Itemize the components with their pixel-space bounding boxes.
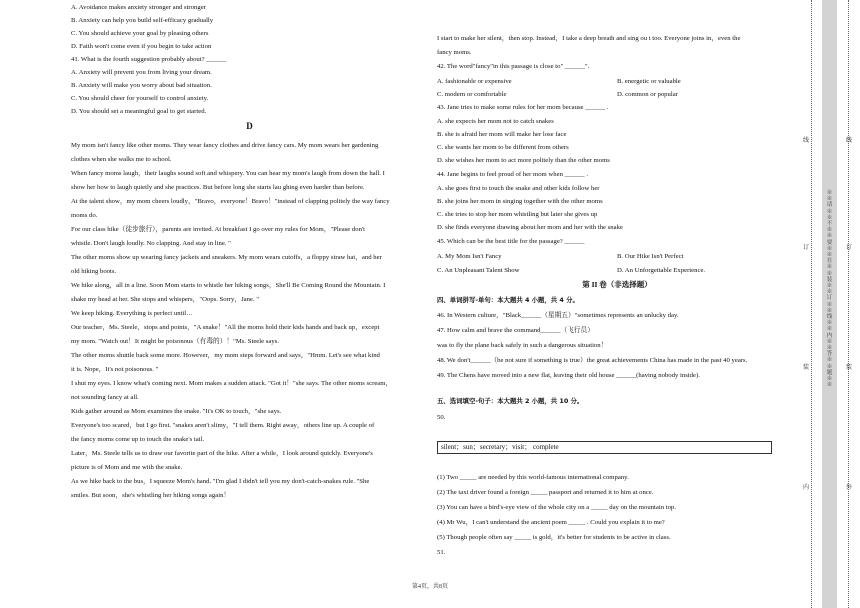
binding-mark: 装 [802,365,809,371]
question-44: 44. Jane begins to feel proud of her mom when ______ . [437,171,588,178]
passage-line: As we hike back to the bus，I squeeze Mom's hand. "I'm glad I didn't tell you my don't-catch-snakes rule. "She [71,478,370,485]
question-47-cont: was to fly the plane back safely in such a dangerous situation！ [437,342,608,349]
passage-line: Later，Ms. Steele tells us to draw our favorite part of the hike. After a while，I look around quickly. Everyone's [71,450,373,457]
passage-line: my mom. "Watch out！It might be poisonous（有毒的）！"Ms. Steele says. [71,338,279,345]
binding-mark: 外 [845,485,852,491]
passage-line: clothes when she walks me to school. [71,156,172,163]
binding-mark: 线 [845,138,852,144]
question-47: 47. How calm and brave the command______（飞行员） [437,327,594,334]
question-48: 48. We don't______（be not sure if something is true）the great achievements China has made in the past 40 years. [437,357,748,364]
q50-item-3: (3) You can have a bird's-eye view of the whole city on a _____ day on the mountain top. [437,504,676,511]
question-49: 49. The Chens have moved into a new flat, leaving their old house ______(having nobody inside). [437,372,700,379]
passage-line: When fancy moms laugh，their laughs sound soft and whispery. You can hear my mom's laugh from down the hall. I [71,170,385,177]
passage-line: shake my head at her. She stops and whispers，"Oops. Sorry，Jane. " [71,296,260,303]
binding-dotted-line-outer [811,0,812,608]
q50-item-4: (4) Mr Wu，I can't understand the ancient poem _____ . Could you explain it to me? [437,519,665,526]
passage-line: At the talent show，my mom cheers loudly，"Bravo，everyone！Bravo！"instead of clapping politely the way fancy [71,198,390,205]
q40-option-a: A. Avoidance makes anxiety stronger and stronger [71,4,206,11]
question-43: 43. Jane tries to make some rules for her mom because ______ . [437,104,609,111]
binding-dotted-line-inner [848,0,849,608]
passage-heading: D [246,122,253,131]
passage-line: picture is of Mom and me with the snake. [71,464,183,471]
passage-line: The other moms shuttle back some more. However，my mom steps forward and says，"Hmm. Let's see what kind [71,352,380,359]
passage-line: I shut my eyes. I know what's coming next. Mom makes a sudden attack. "Got it！"she says. The other moms scream， [71,380,393,387]
passage-line: whistle. Don't laugh loudly. No clapping. And stay in line. " [71,240,231,247]
passage-line: not sounding fancy at all. [71,394,139,401]
passage-line: I start to make her silent，then stop. Instead，I take a deep breath and sing ou t too. Everyone joins in，even the [437,35,741,42]
q44-option-d: D. she finds everyone drawing about her mom and her with the snake [437,224,623,231]
passage-line: fancy moms. [437,49,472,56]
q50-item-5: (5) Though people often say _____ is gold，it's better for students to be active in class. [437,534,671,541]
q41-option-c: C. You should cheer for yourself to control anxiety. [71,95,209,102]
question-42: 42. The word"fancy"in this passage is close to" ______". [437,63,590,70]
q45-option-d: D. An Unforgettable Experience. [617,267,706,274]
q43-option-c: C. she wants her mom to be different from others [437,144,569,151]
question-51: 51. [437,549,446,556]
q43-option-d: D. she wishes her mom to act more politely than the other moms [437,157,610,164]
passage-line: Kids gather around as Mom examines the snake. "It's OK to touch，"she says. [71,408,282,415]
passage-line: the fancy moms come up to touch the snake's tail. [71,436,205,443]
binding-margin [800,0,860,608]
passage-line: it is. Nope，It's not poisonous. " [71,366,159,373]
passage-line: Everyone's too scared，but I go first. "snakes aren't slimy，"I tell them. Right away，others line up. A couple of [71,422,375,429]
page-number-footer: 第4页，共8页 [411,584,448,590]
passage-line: We hike along，all in a line. Soon Mom starts to whistle her hiking songs，She'll Be Coming Round the Mountain. I [71,282,386,289]
question-50: 50. [437,414,446,421]
q42-option-a: A. fashionable or expensive [437,78,512,85]
q40-option-c: C. You should achieve your goal by pleasing others [71,30,209,37]
q45-option-a: A. My Mom Isn't Fancy [437,253,502,260]
passage-line: For our class hike（徒步旅行），parents are invited. At breakfast I go over my rules for Mom，"Please don't [71,226,366,233]
q40-option-b: B. Anxiety can help you build self-efficacy gradually [71,17,214,24]
binding-mark: 订 [802,245,809,251]
passage-line: My mom isn't fancy like other moms. They wear fancy clothes and drive fancy cars. My mom wears her gardening [71,142,379,149]
q44-option-c: C. she tries to stop her mom whistling but later she gives up [437,211,598,218]
passage-line: smiles. But soon，she's whistling her hiking songs again！ [71,492,231,499]
q50-item-1: (1) Two _____ are needed by this world-famous international company. [437,474,629,481]
binding-seal-warning: ※※请※※不※※要※※在※※装※※订※※线※※内※※答※※题※※ [826,190,833,389]
q40-option-d: D. Faith won't come even if you begin to take action [71,43,212,50]
part-2-title: 第 II 卷（非选择题） [582,280,652,289]
q45-option-b: B. Our Hike Isn't Perfect [617,253,684,260]
question-46: 46. In Western culture，"Black______（星期五）"sometimes represents an unlucky day. [437,312,679,319]
question-41: 41. What is the fourth suggestion probably about? ______ [71,56,227,63]
section-4-title: 四、单词拼写-单句：本大题共 4 小题，共 4 分。 [437,296,579,304]
q42-option-c: C. modern or comfortable [437,91,507,98]
q41-option-a: A. Anxiety will prevent you from living your dream. [71,69,212,76]
q42-option-d: D. common or popular [617,91,678,98]
q41-option-b: B. Anxiety will make you worry about bad situation. [71,82,212,89]
binding-mark: 内 [802,485,809,491]
section-5-title: 五、选词填空-句子：本大题共 2 小题，共 10 分。 [437,397,584,405]
question-45: 45. Which can be the best title for the passage? ______ [437,238,585,245]
q50-item-2: (2) The taxi driver found a foreign _____ passport and returned it to him at once. [437,489,654,496]
q42-option-b: B. energetic or valuable [617,78,681,85]
passage-line: show her how to laugh quietly and she practices. But before long she starts lau ghing even harder than before. [71,184,365,191]
passage-line: We keep hiking. Everything is perfect until… [71,310,193,317]
binding-mark: 线 [802,138,809,144]
q43-option-a: A. she expects her mom not to catch snakes [437,118,554,125]
passage-line: moms do. [71,212,98,219]
q44-option-b: B. she joins her mom in singing together with the other moms [437,198,603,205]
q43-option-b: B. she is afraid her mom will make her lose face [437,131,567,138]
passage-line: old hiking boots. [71,268,117,275]
q45-option-c: C. An Unpleasant Talent Show [437,267,520,274]
q44-option-a: A. she goes first to touch the snake and other kids follow her [437,185,600,192]
q41-option-d: D. You should set a meaningful goal to get started. [71,108,207,115]
passage-line: The other moms show up wearing fancy jackets and sneakers. My mom wears cutoffs，a floppy straw hat，and her [71,254,382,261]
word-bank-box: silent；sun；secretary；visit； complete [437,441,772,454]
binding-mark: 订 [845,245,852,251]
passage-line: Our teacher，Ms. Steele，stops and points，"A snake！"All the moms hold their kids hands and back up，except [71,324,380,331]
binding-mark: 装 [845,365,852,371]
